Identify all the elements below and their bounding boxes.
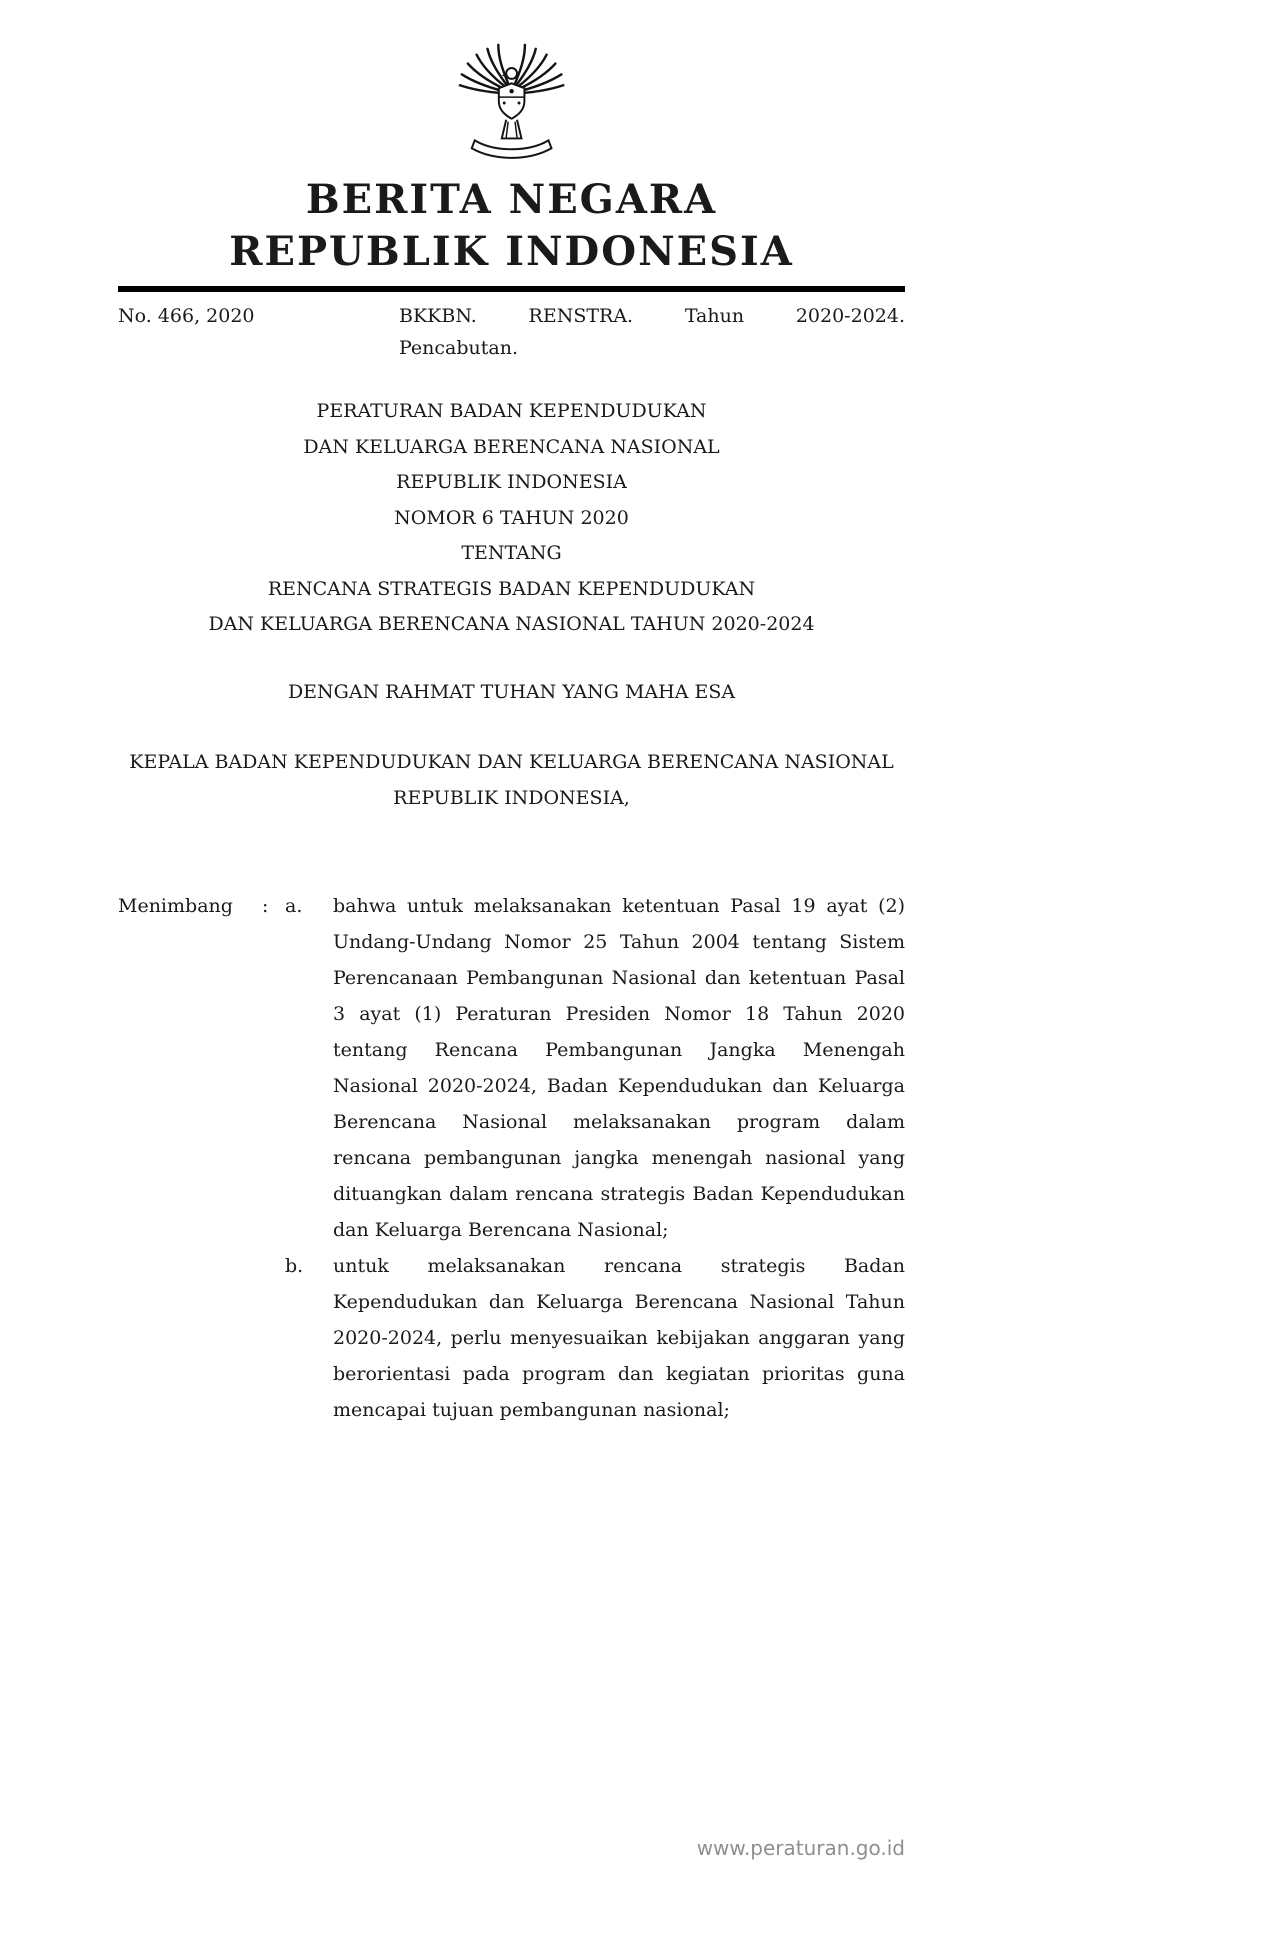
masthead-line-1: BERITA NEGARA [305,176,718,223]
gazette-subject-line-1: BKKBN. RENSTRA. Tahun 2020-2024. [399,305,905,327]
title-line: REPUBLIK INDONESIA [396,471,627,493]
emblem-wrap [118,38,905,166]
masthead-line-2: REPUBLIK INDONESIA [229,228,794,275]
title-line: TENTANG [461,542,562,564]
menimbang-colon: : [262,894,269,917]
official-line: KEPALA BADAN KEPENDUDUKAN DAN KELUARGA BERENCANA NASIONAL [129,750,894,773]
title-line: DAN KELUARGA BERENCANA NASIONAL [303,435,720,458]
footer-watermark: www.peraturan.go.id [696,1836,905,1860]
title-line: DAN KELUARGA BERENCANA NASIONAL TAHUN 2020-2024 [208,613,815,635]
issuing-official [118,744,905,816]
title-line: RENCANA STRATEGIS BADAN KEPENDUDUKAN [267,577,756,600]
title-line: PERATURAN BADAN KEPENDUDUKAN [316,400,707,422]
considerations-section [118,888,905,1428]
gazette-subject-line-2: Pencabutan. [399,337,519,359]
gazette-number: No. 466, 2020 [118,305,255,327]
menimbang-label: Menimbang [118,894,233,917]
item-letter: a. [285,894,303,917]
gazette-subject [399,300,905,364]
invocation: DENGAN RAHMAT TUHAN YANG MAHA ESA [287,680,736,703]
consideration-text: untuk melaksanakan rencana strategis Badan Kependudukan dan Keluarga Berencana Nasional Tahun 2020-2024, perlu menyesuaikan kebijakan anggaran yang berorientasi pada program dan kegiatan prioritas guna mencapai tujuan pembangunan nasional; [333,1254,905,1421]
consideration-item [118,1248,905,1428]
regulation-title [118,394,905,643]
consideration-item [118,888,905,1248]
gazette-header [118,300,905,364]
masthead [118,174,905,278]
garuda-emblem-icon [455,38,568,166]
consideration-text: bahwa untuk melaksanakan ketentuan Pasal 19 ayat (2) Undang-Undang Nomor 25 Tahun 2004 tentang Sistem Perencanaan Pembangunan Nasional dan ketentuan Pasal 3 ayat (1) Peraturan Presiden Nomor 18 Tahun 2020 tentang Rencana Pembangunan Jangka Menengah Nasional 2020-2024, Badan Kependudukan dan Keluarga Berencana Nasional melaksanakan program dalam rencana pembangunan jangka menengah nasional yang dituangkan dalam rencana strategis Badan Kependudukan dan Keluarga Berencana Nasional; [333,894,905,1241]
masthead-rule [118,286,905,292]
official-line: REPUBLIK INDONESIA, [393,786,630,809]
title-line: NOMOR 6 TAHUN 2020 [394,506,629,529]
item-letter: b. [285,1254,304,1277]
